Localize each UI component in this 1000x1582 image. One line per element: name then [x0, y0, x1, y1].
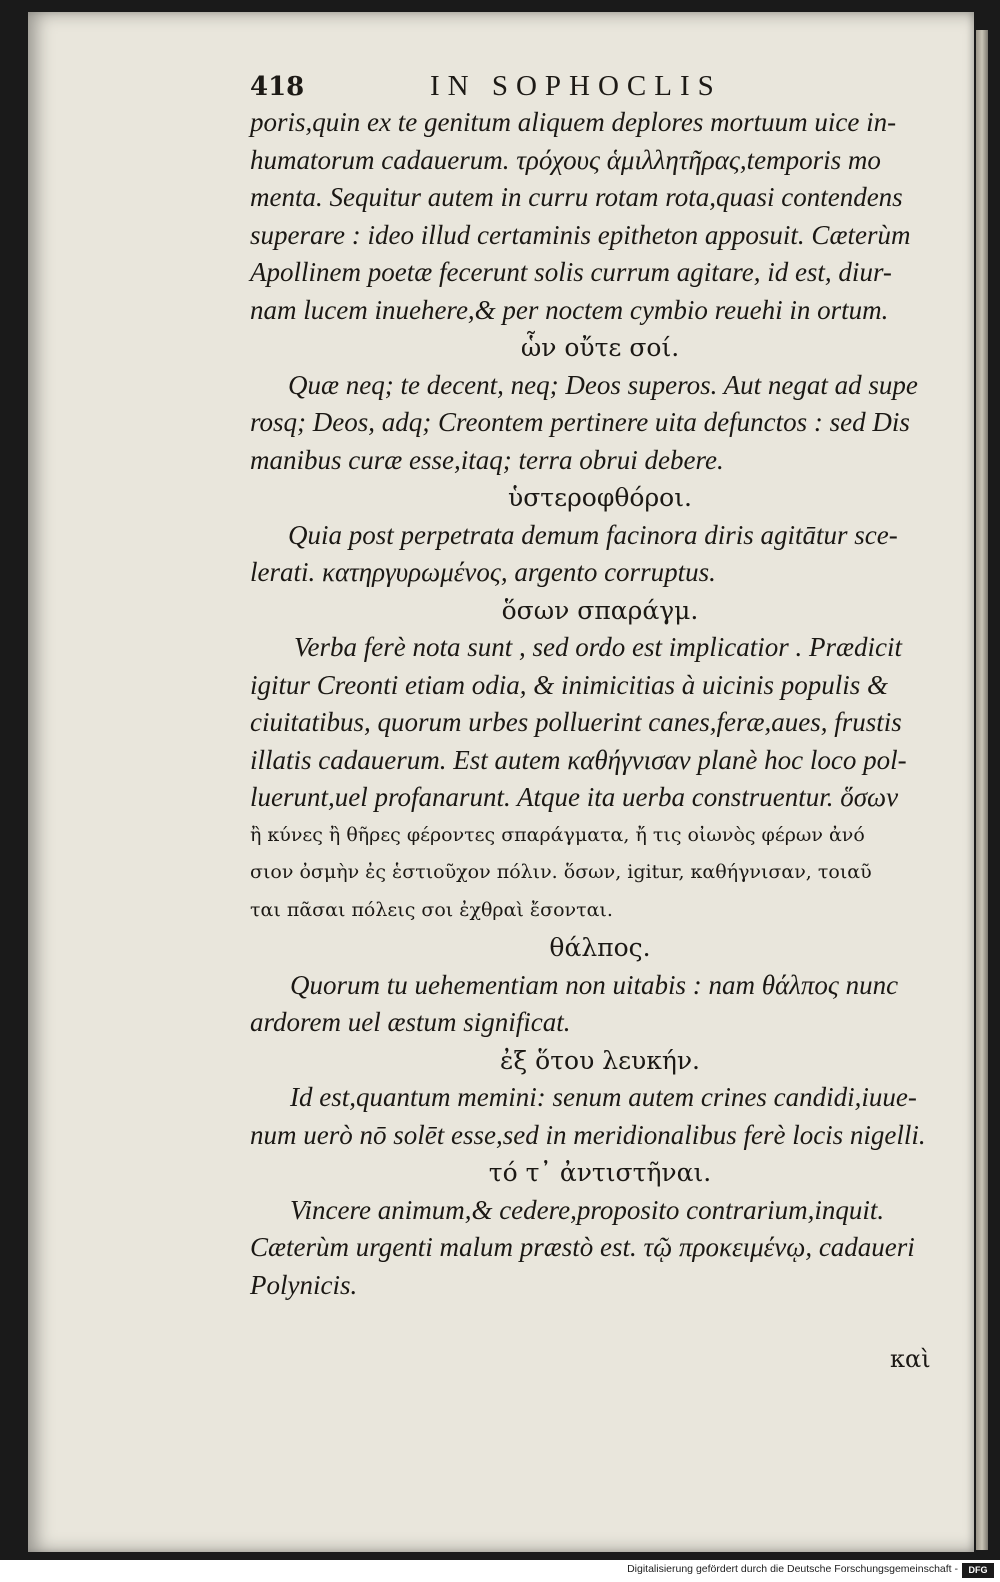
text-line: ardorem uel æstum significat. [250, 1007, 571, 1037]
digitization-footer [0, 1560, 1000, 1582]
greek-lemma: ὑστεροφθόροι. [508, 483, 692, 512]
greek-lemma: θάλπος. [549, 933, 651, 962]
text-line: Id est,quantum memini: senum autem crines candidi,iuue- [290, 1082, 917, 1112]
catchword: καὶ [890, 1345, 931, 1373]
text-line: Quia post perpetrata demum facinora diris agitātur sce- [288, 519, 898, 550]
text-line: luerunt,uel profanarunt. Atque ita uerba construentur. ὅσων [250, 782, 899, 812]
greek-text-line: ται πᾶσαι πόλεις σοι ἐχθραὶ ἔσονται. [250, 898, 613, 921]
greek-lemma: ἐξ ὅτου λευκήν. [500, 1045, 700, 1075]
text-line: Polynicis. [250, 1269, 358, 1300]
greek-lemma: ὅσων σπαράγμ. [501, 595, 699, 625]
text-line: igitur Creonti etiam odia, & inimicitias à uicinis populis & [250, 669, 889, 700]
greek-text-line: σιον ὀσμὴν ἐς ἑστιοῦχον πόλιν. ὅσων, igitur, καθήγνισαν, τοιαῦ [250, 861, 872, 883]
page-edge [976, 30, 988, 1550]
text-line: menta. Sequitur autem in curru rotam rota,quasi contendens [250, 182, 903, 212]
text-line: lerati. κατηργυρωμένος, argento corruptus. [250, 557, 716, 587]
running-title: IN SOPHOCLIS [430, 70, 722, 102]
text-line: nam lucem inuehere,& per noctem cymbio reuehi in ortum. [250, 294, 889, 325]
text-line: Apollinem poetæ fecerunt solis currum agitare, id est, diur- [250, 257, 892, 287]
greek-text-line: ἢ κύνες ἢ θῆρες φέροντες σπαράγματα, ἤ τις οἰωνὸς φέρων ἀνό [250, 823, 865, 846]
text-line: Verba ferè nota sunt , sed ordo est implicatior . Prædicit [294, 632, 902, 662]
greek-lemma: τό τ᾽ ἀντιστῆναι. [488, 1158, 712, 1187]
text-line: rosq; Deos, adq; Creontem pertinere uita defunctos : sed Dis [250, 407, 910, 437]
text-line: manibus curæ esse,itaq; terra obrui debere. [250, 444, 724, 475]
text-line: illatis cadauerum. Est autem καθήγνισαν planè hoc loco pol- [250, 744, 907, 775]
text-line: humatorum cadauerum. τρόχους ἁμιλλητῆρας,temporis mo [250, 144, 881, 175]
page-header [250, 68, 950, 108]
text-line: poris,quin ex te genitum aliquem deplores mortuum uice in- [250, 107, 897, 137]
commentary-text [250, 104, 950, 1304]
text-line: superare : ideo illud certaminis epitheton apposuit. Cæterùm [250, 219, 911, 250]
footer-credit-text: Digitalisierung gefördert durch die Deutsche Forschungsgemeinschaft - [627, 1563, 958, 1575]
text-line: Quæ neq; te decent, neq; Deos superos. Aut negat ad supe [288, 369, 918, 400]
greek-lemma: ὧν οὔτε σοί. [520, 333, 680, 362]
text-line: Vincere animum,& cedere,proposito contrarium,inquit. [290, 1194, 885, 1225]
folio-number: 418 [250, 72, 305, 102]
text-line: num uerò nō solēt esse,sed in meridionalibus ferè locis nigelli. [250, 1119, 926, 1150]
text-line: ciuitatibus, quorum urbes polluerint canes,feræ,aues, frustis [250, 707, 902, 737]
text-line: Cæterùm urgenti malum præstò est. τῷ προκειμένῳ, cadaueri [250, 1232, 915, 1262]
text-line: Quorum tu uehementiam non uitabis : nam θάλπος nunc [290, 969, 899, 1000]
dfg-logo: DFG [962, 1563, 994, 1578]
